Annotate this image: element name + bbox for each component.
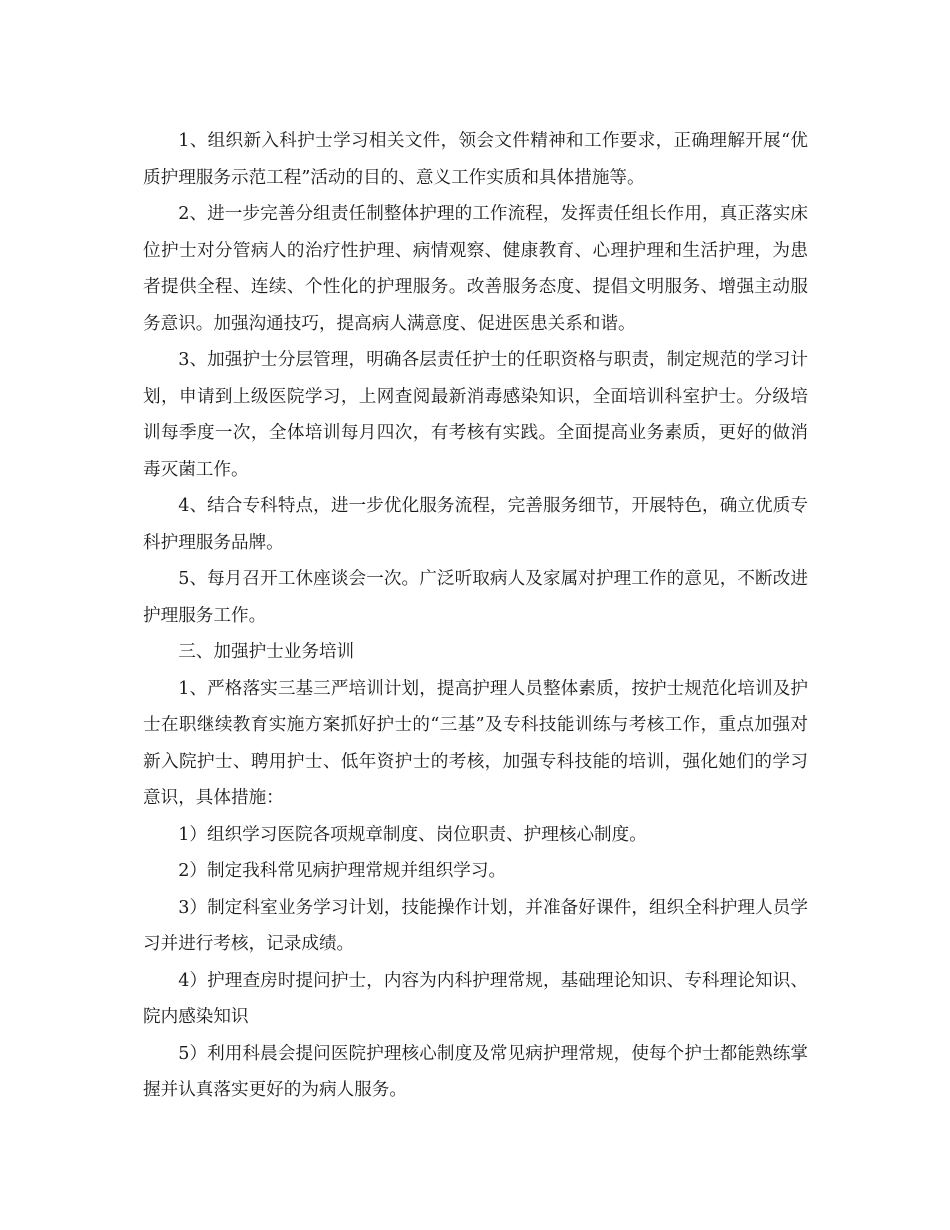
paragraph-measure-1: 1、组织新入科护士学习相关文件，领会文件精神和工作要求，正确理解开展“优质护理服务示范工程”活动的目的、意义工作实质和具体措施等。 [143,131,808,188]
section-heading-training: 三、加强护士业务培训 [178,642,355,662]
list-item-4: 4）护理查房时提问护士，内容为内科护理常规，基础理论知识、专科理论知识、院内感染知识 [143,970,808,1027]
paragraph-measure-4: 4、结合专科特点，进一步优化服务流程，完善服务细节，开展特色，确立优质专科护理服务品牌。 [143,496,808,553]
paragraph-training-1: 1、严格落实三基三严培训计划，提高护理人员整体素质，按护士规范化培训及护士在职继续教育实施方案抓好护士的“三基”及专科技能训练与考核工作，重点加强对新入院护士、聘用护士、低年资护士的考核，加强专科技能的培训，强化她们的学习意识，具体措施： [143,678,808,808]
document-body [143,123,808,1109]
list-item-5: 5）利用科晨会提问医院护理核心制度及常见病护理常规，使每个护士都能熟练掌握并认真落实更好的为病人服务。 [143,1043,808,1100]
paragraph-measure-5: 5、每月召开工休座谈会一次。广泛听取病人及家属对护理工作的意见，不断改进护理服务工作。 [143,569,808,626]
list-item-1: 1）组织学习医院各项规章制度、岗位职责、护理核心制度。 [178,824,647,845]
list-item-2: 2）制定我科常见病护理常规并组织学习。 [178,861,507,881]
paragraph-measure-3: 3、加强护士分层管理，明确各层责任护士的任职资格与职责，制定规范的学习计划，申请到上级医院学习，上网查阅最新消毒感染知识，全面培训科室护士。分级培训每季度一次，全体培训每月四次，有考核有实践。全面提高业务素质，更好的做消毒灭菌工作。 [143,350,808,480]
list-item-3: 3）制定科室业务学习计划，技能操作计划，并准备好课件，组织全科护理人员学习并进行考核，记录成绩。 [143,897,808,954]
paragraph-measure-2: 2、进一步完善分组责任制整体护理的工作流程，发挥责任组长作用，真正落实床位护士对分管病人的治疗性护理、病情观察、健康教育、心理护理和生活护理，为患者提供全程、连续、个性化的护理服务。改善服务态度、提倡文明服务、增强主动服务意识。加强沟通技巧，提高病人满意度、促进医患关系和谐。 [143,204,808,334]
